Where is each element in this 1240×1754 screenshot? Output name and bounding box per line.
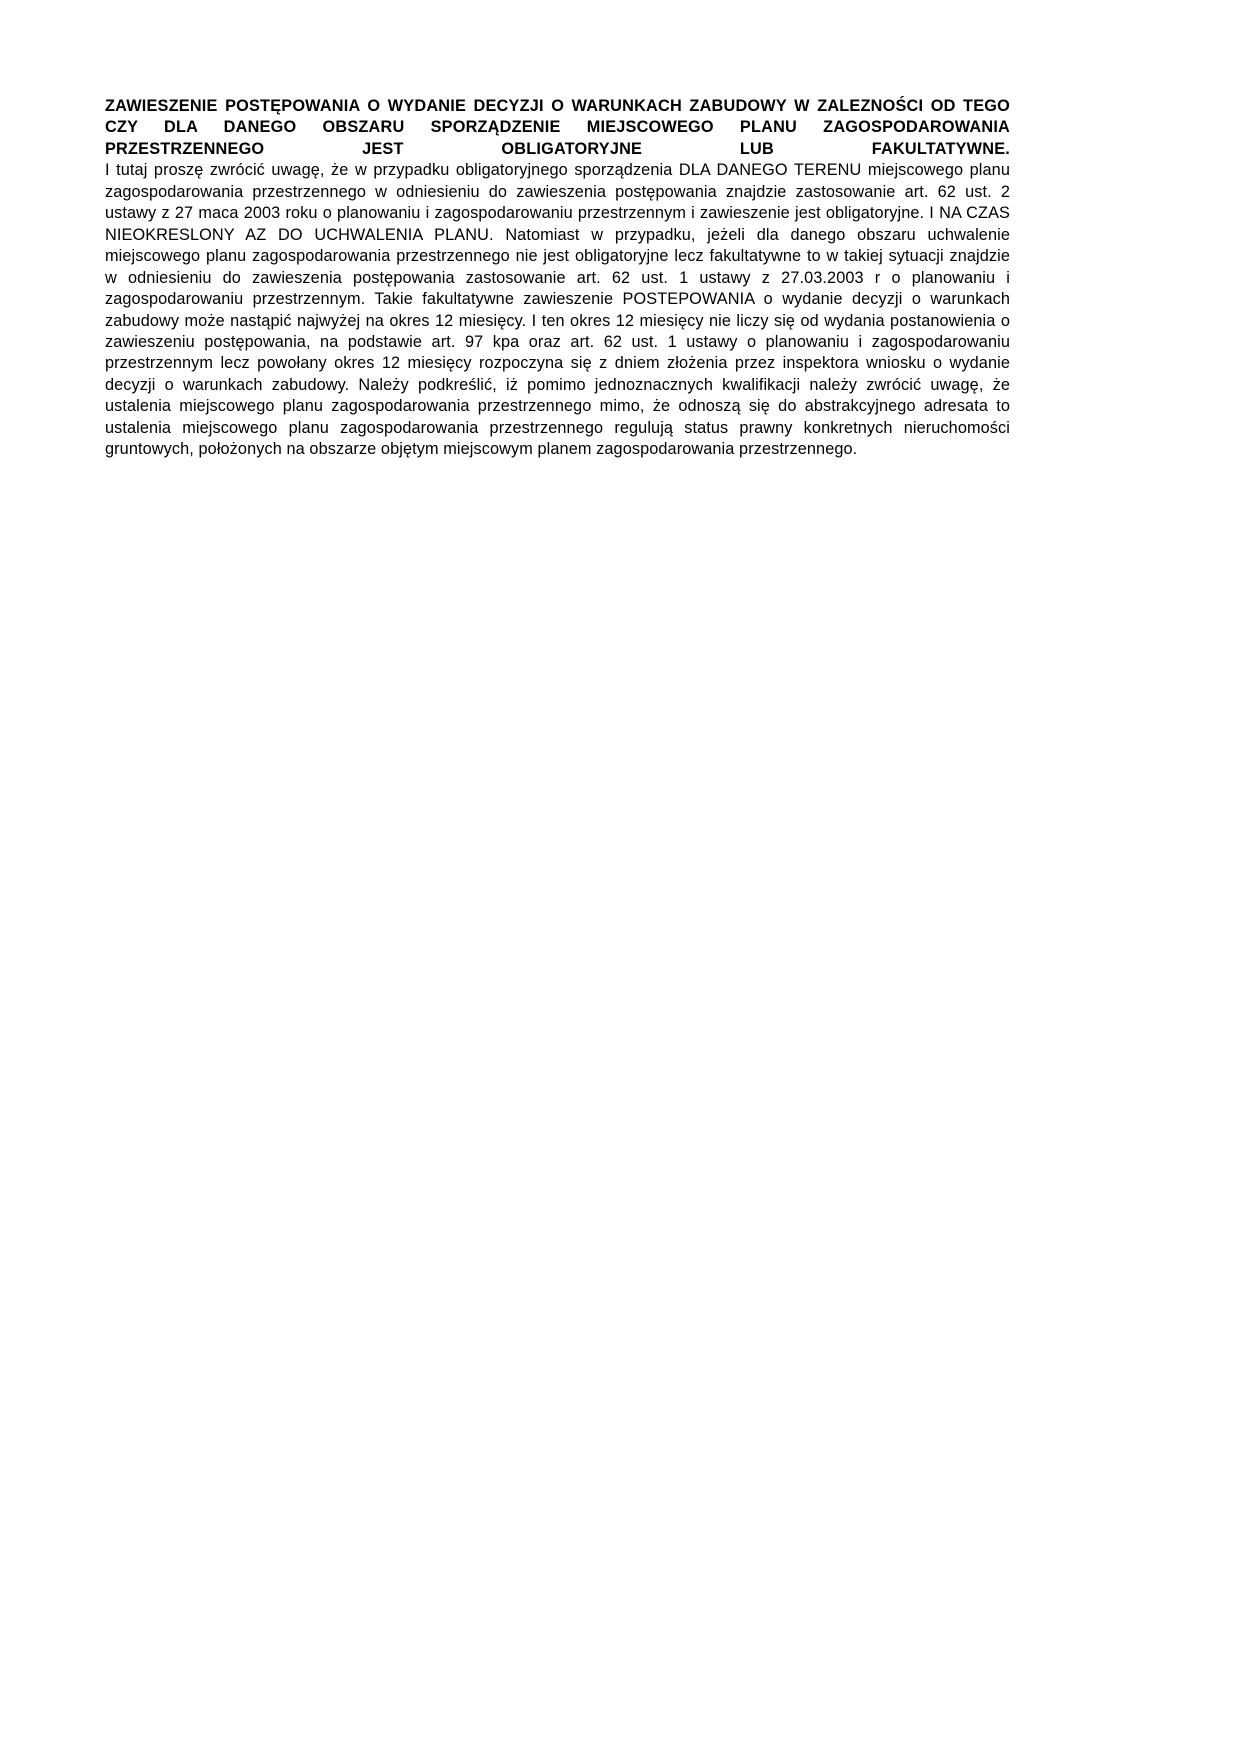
document-heading: ZAWIESZENIE POSTĘPOWANIA O WYDANIE DECYZJI O WARUNKACH ZABUDOWY W ZALEZNOŚCI OD TEGO CZY DLA DANEGO OBSZARU SPORZĄDZENIE MIEJSCOWEGO PLANU ZAGOSPODAROWANIA PRZESTRZENNEGO JEST OBLIGATORYJNE LUB FAKULTATYWNE. (105, 97, 1010, 158)
document-body: I tutaj proszę zwrócić uwagę, że w przypadku obligatoryjnego sporządzenia DLA DANEGO TERENU miejscowego planu zagospodarowania przestrzennego w odniesieniu do zawieszenia postępowania znajdzie zastosowanie art. 62 ust. 2 ustawy z 27 maca 2003 roku o planowaniu i zagospodarowaniu przestrzennym i zawieszenie jest obligatoryjne. I NA CZAS NIEOKRESLONY AZ DO UCHWALENIA PLANU. Natomiast w przypadku, jeżeli dla danego obszaru uchwalenie miejscowego planu zagospodarowania przestrzennego nie jest obligatoryjne lecz fakultatywne to w takiej sytuacji znajdzie w odniesieniu do zawieszenia postępowania zastosowanie art. 62 ust. 1 ustawy z 27.03.2003 r o planowaniu i zagospodarowaniu przestrzennym. Takie fakultatywne zawieszenie POSTEPOWANIA o wydanie decyzji o warunkach zabudowy może nastąpić najwyżej na okres 12 miesięcy. I ten okres 12 miesięcy nie liczy się od wydania postanowienia o zawieszeniu postępowania, na podstawie art. 97 kpa oraz art. 62 ust. 1 ustawy o planowaniu i zagospodarowaniu przestrzennym lecz powołany okres 12 miesięcy rozpoczyna się z dniem złożenia przez inspektora wniosku o wydanie decyzji o warunkach zabudowy. Należy podkreślić, iż pomimo jednoznacznych kwalifikacji należy zwrócić uwagę, że ustalenia miejscowego planu zagospodarowania przestrzennego mimo, że odnoszą się do abstrakcyjnego adresata to ustalenia miejscowego planu zagospodarowania przestrzennego regulują status prawny konkretnych nieruchomości gruntowych, położonych na obszarze objętym miejscowym planem zagospodarowania przestrzennego. (105, 161, 1010, 459)
text-block (105, 96, 1010, 461)
